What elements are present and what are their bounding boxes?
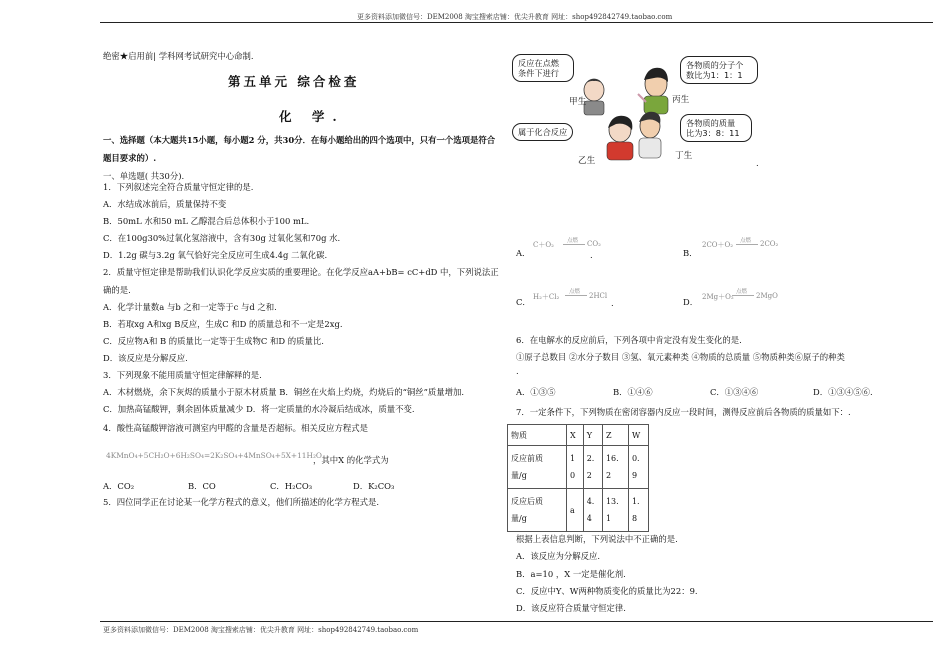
q2-option-a: A．化学计量数a 与b 之和一定等于c 与d 之和. [103, 302, 277, 312]
q4-option-a: A．CO₂ [103, 481, 135, 491]
student-jia-figure [584, 79, 604, 115]
q7-data-table [507, 424, 649, 532]
cell-line: 16. [605, 454, 619, 463]
bottom-footer-text: 更多资料添加微信号：DEM2008 淘宝搜索店铺：优尖升教育 网址：shop492842749.taobao.com [103, 626, 419, 634]
q2-option-d: D．该反应是分解反应. [103, 353, 188, 363]
q5-option-c-label: C． [516, 297, 531, 307]
top-rule [100, 22, 933, 23]
label-line: 量/g [511, 514, 527, 523]
q5-option-d-condition: 点燃 [736, 289, 748, 295]
table-cell [583, 489, 602, 532]
label-ding: 丁生 [675, 151, 693, 161]
table-cell [567, 446, 584, 489]
bubble-jia-line1: 反应在点燃 [518, 58, 559, 68]
q5-option-b-eq-left: 2CO＋O₂ [702, 241, 734, 249]
single-choice-heading: 一、单选题( 共30分). [103, 171, 185, 181]
table-cell [583, 446, 602, 489]
q5-option-a-condition: 点燃 [567, 238, 579, 244]
q3-options-ab: A．木材燃烧，余下灰烬的质量小于原木材质量 B．铜丝在火焰上灼烧，灼烧后的“铜丝”质量增加. [103, 387, 465, 397]
q6-option-a: A．①③⑤ [516, 387, 556, 397]
cell-line: 2. [586, 454, 595, 463]
q7-option-a: A．该反应为分解反应. [516, 551, 601, 561]
cell-line: 0 [570, 471, 576, 480]
label-jia: 甲生 [569, 97, 587, 107]
table-header-cell: Y [583, 425, 602, 446]
table-row-label [508, 489, 567, 532]
q6-option-b: B．①④⑥ [613, 387, 653, 397]
cell-line: 1 [570, 454, 576, 463]
q3-stem: 3．下列现象不能用质量守恒定律解释的是. [103, 370, 262, 380]
cartoon-illustration [508, 50, 768, 170]
q6-stem: 6．在电解水的反应前后，下列各项中肯定没有发生变化的是. [516, 335, 742, 345]
bubble-jia-line2: 条件下进行 [518, 68, 559, 78]
q5-option-a-eq-left: C＋O₂ [533, 241, 554, 249]
q5-option-a-label: A． [516, 248, 531, 258]
bubble-ding [680, 114, 752, 142]
table-row [508, 446, 649, 489]
bottom-rule [100, 621, 933, 622]
cell-line: 2 [605, 471, 612, 480]
bubble-yi [512, 123, 573, 141]
q1-option-d: D．1.2g 碳与3.2g 氧气恰好完全反应可生成4.4g 二氧化碳. [103, 250, 328, 260]
q4-stem: 4．酸性高锰酸钾溶液可测室内甲醛的含量是否超标。相关反应方程式是 [103, 423, 368, 433]
cell-line: 4 [586, 514, 592, 523]
section1-heading-line1: 一、选择题（本大题共15小题，每小题2 分，共30分．在每小题给出的四个选项中，只有一个选项是符合 [103, 135, 496, 145]
table-header-cell: 物质 [508, 425, 567, 446]
q1-option-c: C．在100g30%过氧化氢溶液中，含有30g 过氧化氢和70g 水. [103, 233, 341, 243]
bubble-ding-line1: 各物质的质量 [686, 118, 736, 128]
q5-option-c-eq-left: H₂＋Cl₂ [533, 293, 560, 301]
table-header-cell: W [628, 425, 648, 446]
q5-option-a-eq-right: CO₂ [587, 240, 601, 248]
cell-line: 4. [586, 497, 595, 506]
cell-line: 13. [605, 497, 619, 506]
bubble-yi-line1: 属于化合反应 [518, 127, 568, 137]
section1-heading-line2: 题目要求的）. [103, 153, 157, 163]
table-cell [602, 446, 628, 489]
table-header-cell: Z [602, 425, 628, 446]
q5-option-b-condition: 点燃 [740, 238, 752, 244]
q5-option-d-eq-right: 2MgO [756, 292, 778, 300]
label-yi: 乙生 [578, 156, 596, 166]
cartoon-trailing-dot: . [756, 158, 759, 168]
cell-line: 1. [631, 497, 640, 506]
q2-stem-line1: 2．质量守恒定律是帮助我们认识化学反应实质的重要理论。在化学反应aA+bB= cC+dD 中，下列说法正 [103, 267, 499, 277]
q5-option-d-label: D． [683, 297, 699, 307]
q3-options-cd: C．加热高锰酸钾，剩余固体质量减少 D．将一定质量的水冷凝后结成冰，质量不变. [103, 404, 415, 414]
secret-line: 绝密★启用前| 学科网考试研究中心命制. [103, 51, 254, 61]
cell-line: a [570, 505, 575, 515]
unit-title: 第五单元 综合检查 [228, 74, 360, 89]
q5-option-b-label: B． [683, 248, 698, 258]
top-header-text: 更多资料添加微信号：DEM2008 淘宝搜索店铺：优尖升教育 网址：shop492842749.taobao.com [357, 13, 673, 21]
q2-option-c: C．反应物A和 B 的质量比一定等于生成物C 和D 的质量比. [103, 336, 324, 346]
table-header-row [508, 425, 649, 446]
table-row [508, 489, 649, 532]
label-line: 量/g [511, 471, 527, 480]
q4-option-d: D．K₂CO₃ [353, 481, 395, 491]
table-cell [628, 489, 648, 532]
q1-option-b: B．50mL 水和50 mL 乙醇混合后总体积小于100 mL. [103, 216, 310, 226]
cell-line: 0. [631, 454, 640, 463]
cell-line: 1 [605, 514, 612, 523]
table-cell [628, 446, 648, 489]
q6-items: ①原子总数目 ②水分子数目 ③氢、氧元素种类 ④物质的总质量 ⑤物质种类⑥原子的种类 [516, 352, 845, 362]
q4-option-b: B．CO [188, 481, 216, 491]
cell-line: 9 [631, 471, 638, 480]
q5-option-b-eq-right: 2CO₂ [760, 240, 779, 248]
cell-line: 8 [631, 514, 638, 523]
q7-stem: 7．一定条件下，下列物质在密闭容器内反应一段时间，测得反应前后各物质的质量如下：. [516, 407, 851, 417]
bubble-bing-line1: 各物质的分子个 [686, 60, 744, 70]
q7-option-d: D．该反应符合质量守恒定律. [516, 603, 626, 613]
q7-after-table: 根据上表信息判断，下列说法中不正确的是. [516, 534, 678, 544]
table-row-label [508, 446, 567, 489]
q5-option-c-dot: . [611, 298, 614, 308]
q2-stem-line2: 确的是. [103, 285, 131, 295]
table-cell [602, 489, 628, 532]
label-line: 反应后质 [511, 497, 543, 506]
bubble-bing-line2: 数比为1：1：1 [686, 70, 743, 80]
q5-option-c-condition: 点燃 [569, 289, 581, 295]
q4-option-c: C．H₂CO₃ [270, 481, 313, 491]
q5-option-c-eq-right: 2HCl [589, 292, 608, 300]
q6-option-d: D．①③④⑤⑥. [813, 387, 873, 397]
label-bing: 丙生 [672, 95, 690, 105]
q1-option-a: A．水结成冰前后，质量保持不变 [103, 199, 227, 209]
q6-option-c: C．①③④⑥ [710, 387, 759, 397]
q4-stem-tail: ，其中X 的化学式为 [313, 455, 389, 465]
subject-title: 化 学. [279, 109, 345, 124]
q7-option-c: C．反应中Y、W两种物质变化的质量比为22：9. [516, 586, 698, 596]
q5-option-a-dot: . [590, 250, 593, 260]
q5-option-d-eq-left: 2Mg＋O₂ [702, 293, 734, 301]
bubble-jia [512, 54, 574, 82]
cell-line: 2 [586, 471, 592, 480]
q5-stem: 5．四位同学正在讨论某一化学方程式的意义，他们所描述的化学方程式是. [103, 497, 379, 507]
table-header-cell: X [567, 425, 584, 446]
q1-stem: 1．下列叙述完全符合质量守恒定律的是. [103, 182, 254, 192]
student-bing-figure [638, 68, 668, 114]
q6-items-dot: . [516, 366, 519, 376]
q7-option-b: B．a=10 ，X 一定是催化剂. [516, 569, 626, 579]
student-yi-figure [607, 116, 633, 160]
q2-option-b: B．若取xg A和xg B反应，生成C 和D 的质量总和不一定是2xg. [103, 319, 343, 329]
student-ding-figure [639, 112, 661, 158]
bubble-ding-line2: 比为3：8：11 [686, 128, 740, 138]
q4-equation: 4KMnO₄+5CH₂O+6H₂SO₄=2K₂SO₄+4MnSO₄+5X+11H₂O [106, 451, 322, 460]
bubble-bing [680, 56, 758, 84]
label-line: 反应前质 [511, 454, 543, 463]
table-cell [567, 489, 584, 532]
